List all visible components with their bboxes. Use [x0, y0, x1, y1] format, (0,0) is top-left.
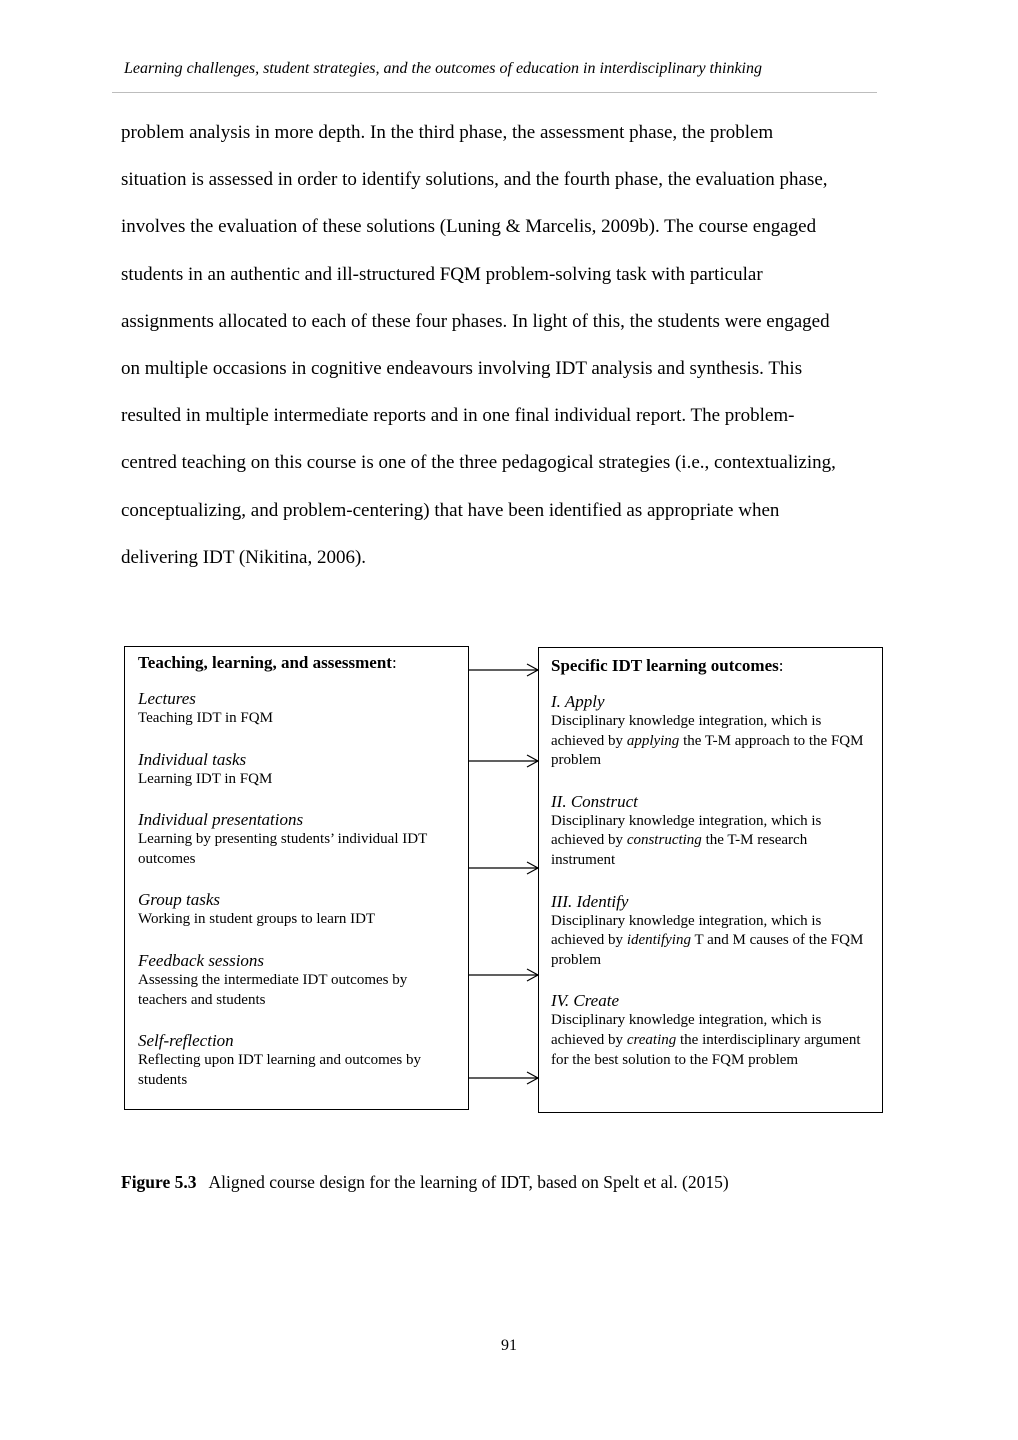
arrow [469, 969, 538, 981]
body-line: involves the evaluation of these solutions (Luning & Marcelis, 2009b). The course engaged [121, 216, 817, 238]
left-item-lectures [138, 689, 460, 729]
running-header: Learning challenges, student strategies, and the outcomes of education in interdisciplinary thinking [124, 60, 762, 77]
outcome-apply [551, 692, 874, 771]
left-item-title: Feedback sessions [138, 950, 265, 970]
left-box-title: Teaching, learning, and assessment: [138, 653, 397, 672]
left-item-individual-presentations [138, 810, 460, 869]
body-line: students in an authentic and ill-structured FQM problem-solving task with particular [121, 263, 763, 285]
left-item-desc: Learning by presenting students’ individual IDT outcomes [138, 831, 427, 867]
left-item-desc: Teaching IDT in FQM [138, 710, 273, 726]
left-item-desc: Learning IDT in FQM [138, 770, 273, 787]
body-line: delivering IDT (Nikitina, 2006). [121, 546, 367, 568]
left-item-group-tasks [138, 890, 460, 930]
left-item-title: Group tasks [138, 890, 221, 910]
outcome-desc: Disciplinary knowledge integration, which is achieved by constructing the T-M research instrument [551, 812, 822, 868]
body-line: resulted in multiple intermediate reports and in one final individual report. The problem- [121, 405, 795, 427]
outcome-title: II. Construct [551, 791, 638, 811]
body-line: situation is assessed in order to identify solutions, and the fourth phase, the evaluation phase, [121, 169, 828, 191]
body-line: conceptualizing, and problem-centering) that have been identified as appropriate when [121, 499, 780, 521]
outcome-identify [551, 892, 874, 971]
arrow [469, 1072, 538, 1084]
outcome-title: III. Identify [551, 891, 629, 911]
teaching-learning-assessment-box [124, 646, 469, 1110]
header-rule [112, 92, 877, 93]
left-item-self-reflection [138, 1031, 460, 1090]
body-paragraph [121, 117, 901, 589]
arrow [469, 862, 538, 874]
page-number: 91 [501, 1337, 517, 1354]
outcome-construct [551, 792, 874, 871]
body-line: problem analysis in more depth. In the third phase, the assessment phase, the problem [121, 122, 774, 143]
outcome-desc: Disciplinary knowledge integration, which is achieved by identifying T and M causes of the FQM problem [551, 912, 864, 968]
arrow [469, 755, 538, 767]
left-item-title: Self-reflection [138, 1031, 234, 1051]
body-line: on multiple occasions in cognitive endeavours involving IDT analysis and synthesis. This [121, 357, 803, 379]
outcome-title: IV. Create [551, 991, 619, 1011]
arrow [469, 664, 538, 676]
figure-label: Figure 5.3 [121, 1172, 197, 1192]
left-item-desc: Assessing the intermediate IDT outcomes by teachers and students [138, 971, 408, 1008]
body-line: centred teaching on this course is one of the three pedagogical strategies (i.e., contextualizing, [121, 452, 836, 474]
left-item-title: Lectures [138, 689, 196, 708]
outcome-create [551, 991, 874, 1070]
figure-caption [121, 1172, 729, 1193]
body-line: assignments allocated to each of these four phases. In light of this, the students were engaged [121, 310, 830, 332]
outcome-desc: Disciplinary knowledge integration, which is achieved by applying the T-M approach to the FQM problem [551, 713, 864, 769]
outcome-title: I. Apply [551, 692, 605, 711]
left-item-desc: Working in student groups to learn IDT [138, 911, 376, 928]
figure-caption-text: Aligned course design for the learning of IDT, based on Spelt et al. (2015) [208, 1172, 729, 1192]
right-box-title: Specific IDT learning outcomes: [551, 656, 784, 675]
outcome-desc: Disciplinary knowledge integration, which is achieved by creating the interdisciplinary argument for the best solution to the FQM problem [551, 1012, 861, 1068]
left-item-desc: Reflecting upon IDT learning and outcomes by students [138, 1052, 421, 1088]
left-item-feedback-sessions [138, 951, 460, 1010]
idt-learning-outcomes-box [538, 647, 883, 1113]
left-item-title: Individual presentations [138, 810, 304, 830]
left-item-title: Individual tasks [138, 749, 247, 769]
left-item-individual-tasks [138, 750, 460, 790]
